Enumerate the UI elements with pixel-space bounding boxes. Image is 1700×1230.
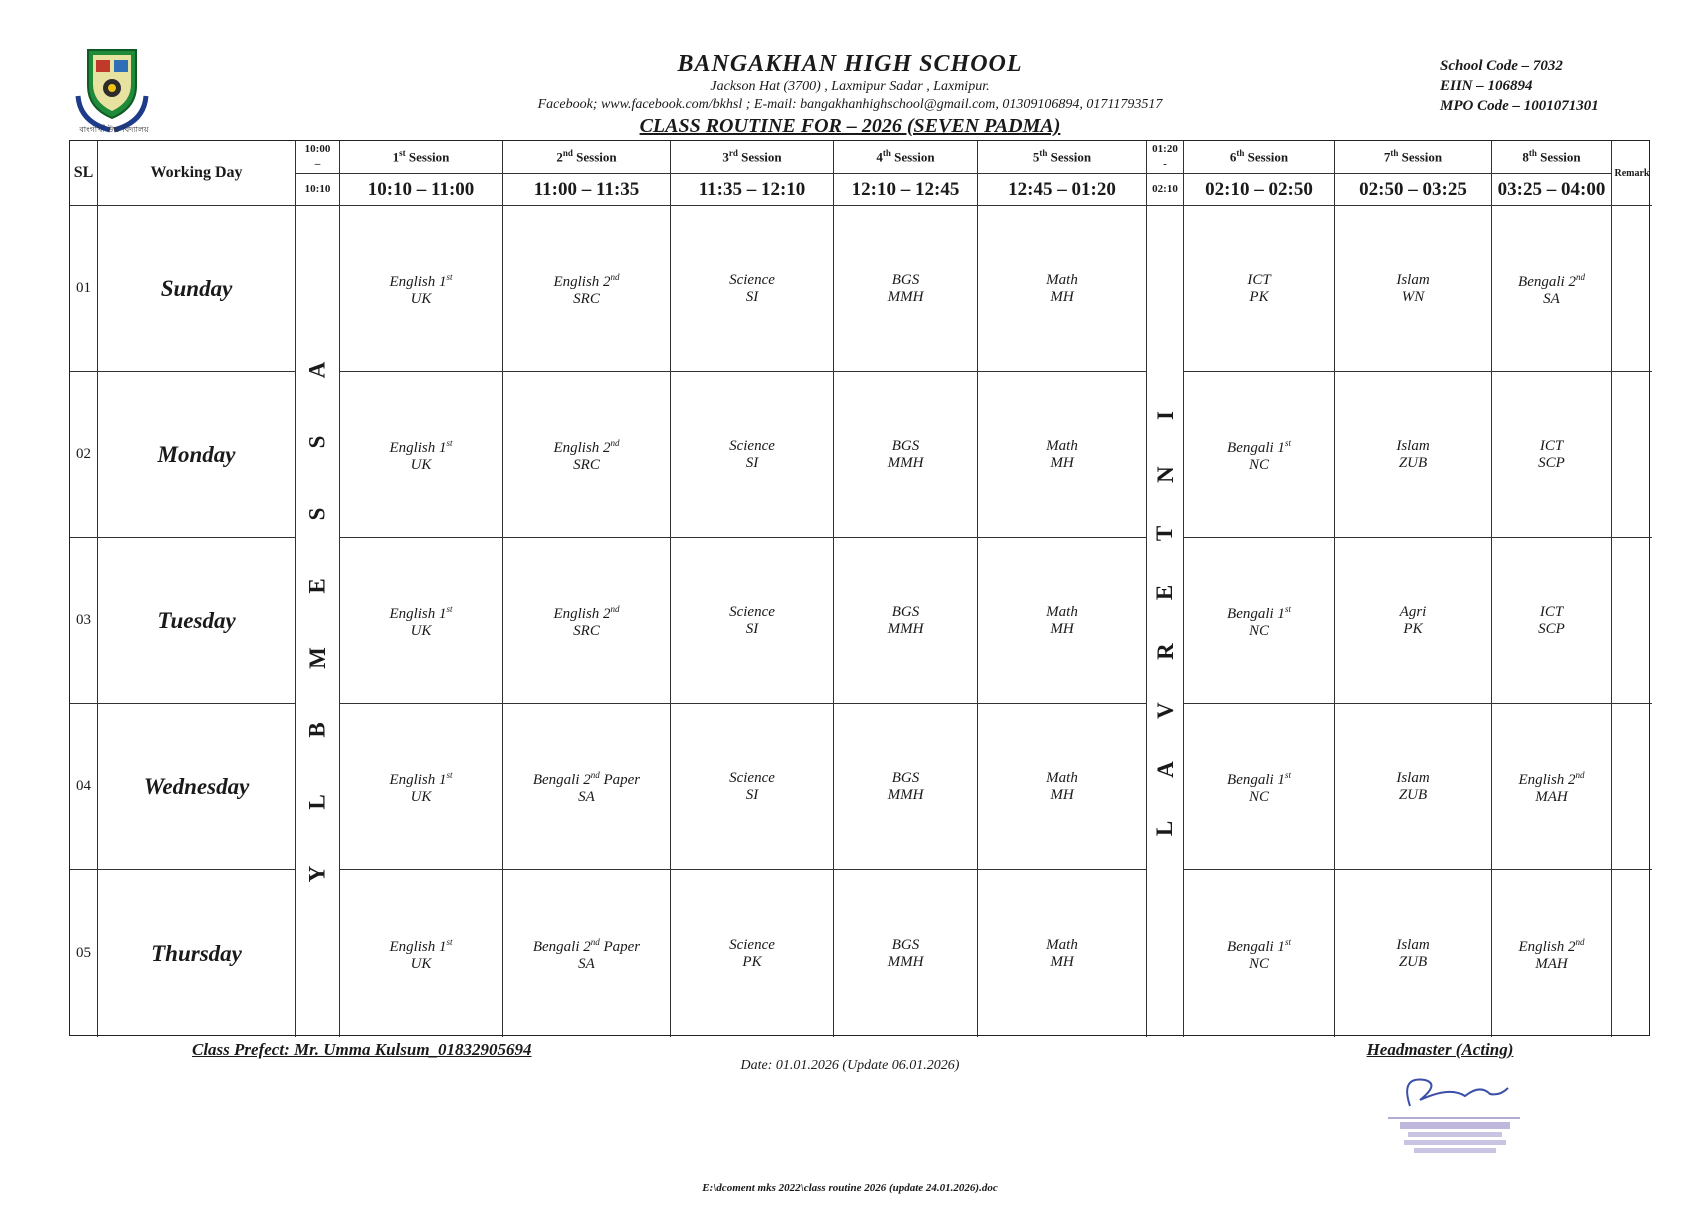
session-number: 3 — [722, 149, 729, 165]
period-subject — [892, 604, 920, 621]
subject-name: Bengali 2 — [532, 772, 591, 788]
period-cell — [1184, 870, 1335, 1037]
period-subject — [1227, 767, 1291, 789]
row-serial: 03 — [70, 538, 98, 704]
remark-cell — [1612, 704, 1652, 870]
session-suffix: th — [882, 148, 891, 159]
school-code: School Code – 7032 — [1440, 58, 1563, 74]
session-word: Session — [1401, 149, 1443, 165]
period-teacher: UK — [410, 291, 432, 307]
subject-sup: nd — [610, 604, 620, 614]
period-cell — [978, 372, 1147, 538]
period-teacher: ZUB — [1398, 953, 1428, 970]
mpo-code: MPO Code – 1001071301 — [1440, 98, 1599, 114]
subject-sup: st — [1284, 604, 1291, 614]
session-word: Session — [408, 149, 450, 165]
headmaster-title: Headmaster (Acting) — [1366, 1040, 1514, 1059]
subject-name: BGS — [891, 936, 920, 953]
period-subject — [1396, 272, 1429, 289]
session-word: Session — [576, 149, 617, 165]
period-cell — [1184, 704, 1335, 870]
subject-tail: Paper — [599, 772, 641, 788]
assembly-letter: L — [304, 793, 330, 810]
period-cell — [978, 870, 1147, 1037]
subject-name: Math — [1046, 437, 1078, 454]
period-teacher: MMH — [887, 620, 924, 637]
school-contact: Facebook; www.facebook.com/bkhsl ; E-mail: bangakhanhighschool@gmail.com, 01309106894, 01711793517 — [537, 97, 1163, 112]
subject-name: English 1 — [389, 939, 447, 955]
subject-name: ICT — [1539, 603, 1564, 620]
period-subject — [389, 767, 452, 789]
period-teacher: MH — [1050, 953, 1074, 970]
period-subject — [1400, 604, 1427, 621]
subject-sup: st — [446, 272, 453, 282]
break-sep: - — [1163, 158, 1167, 170]
period-cell — [503, 538, 671, 704]
period-subject — [389, 601, 452, 623]
period-teacher: MH — [1050, 288, 1074, 305]
routine-table — [69, 140, 1650, 1036]
session-word: Session — [741, 149, 782, 165]
period-teacher: SI — [745, 786, 759, 803]
period-cell — [978, 206, 1147, 372]
period-cell — [671, 538, 834, 704]
period-teacher: NC — [1248, 623, 1269, 639]
session-time-3: 11:35 – 12:10 — [671, 174, 834, 206]
subject-name: Science — [729, 936, 775, 953]
assembly-letter: S — [304, 507, 330, 520]
period-cell — [1335, 704, 1492, 870]
period-subject — [1396, 770, 1429, 787]
subject-name: ICT — [1539, 437, 1564, 454]
period-subject — [389, 269, 452, 291]
subject-sup: nd — [1575, 937, 1585, 947]
assembly-end: 10:10 — [296, 174, 340, 206]
subject-name: English 1 — [389, 274, 447, 290]
routine-date: Date: 01.01.2026 (Update 06.01.2026) — [740, 1058, 960, 1073]
period-cell — [503, 704, 671, 870]
period-teacher: MH — [1050, 454, 1074, 471]
period-cell — [1184, 538, 1335, 704]
assembly-letter: Y — [304, 865, 330, 882]
period-subject — [1227, 435, 1291, 457]
period-teacher: WN — [1401, 288, 1425, 305]
period-subject — [533, 767, 640, 789]
period-cell — [1335, 870, 1492, 1037]
session-number: 7 — [1383, 149, 1391, 165]
period-cell — [671, 704, 834, 870]
session-suffix: th — [1390, 148, 1399, 159]
period-teacher: SRC — [573, 457, 600, 473]
period-teacher: SA — [578, 956, 595, 972]
assembly-letter: S — [304, 435, 330, 448]
session-header-8 — [1492, 141, 1612, 174]
subject-name: Bengali 1 — [1227, 606, 1285, 622]
period-cell — [978, 538, 1147, 704]
period-subject — [1518, 767, 1584, 789]
row-serial: 02 — [70, 372, 98, 538]
session-time-2: 11:00 – 11:35 — [503, 174, 671, 206]
session-label-4 — [876, 148, 934, 165]
row-day: Monday — [98, 372, 296, 538]
subject-name: BGS — [891, 271, 920, 288]
period-teacher: MMH — [887, 786, 924, 803]
subject-sup: nd — [1575, 770, 1585, 780]
period-subject — [553, 601, 619, 623]
subject-name: Islam — [1396, 271, 1430, 288]
period-subject — [533, 934, 640, 956]
session-label-8 — [1522, 148, 1580, 165]
period-cell — [1492, 206, 1612, 372]
period-teacher: MMH — [887, 288, 924, 305]
subject-sup: nd — [590, 770, 600, 780]
subject-name: Math — [1046, 603, 1078, 620]
assembly-time-start — [296, 141, 340, 174]
subject-name: English 1 — [389, 606, 447, 622]
row-day: Tuesday — [98, 538, 296, 704]
period-cell — [340, 538, 503, 704]
subject-name: English 1 — [389, 440, 447, 456]
session-label-2 — [556, 148, 616, 165]
subject-name: English 2 — [553, 274, 611, 290]
school-codes — [1440, 56, 1599, 116]
school-name: BANGAKHAN HIGH SCHOOL — [677, 51, 1023, 77]
subject-name: Bengali 2 — [532, 939, 591, 955]
subject-sup: st — [1284, 937, 1291, 947]
assembly-letter: B — [304, 721, 330, 738]
subject-name: Math — [1046, 769, 1078, 786]
session-number: 2 — [556, 149, 563, 165]
subject-name: Math — [1046, 936, 1078, 953]
period-subject — [729, 604, 775, 621]
period-subject — [1396, 438, 1429, 455]
interval-letter: T — [1152, 525, 1178, 541]
interval-letter: E — [1152, 584, 1178, 600]
subject-sup: nd — [590, 937, 600, 947]
subject-name: English 2 — [553, 440, 611, 456]
period-subject — [1518, 269, 1585, 291]
interval-letter: R — [1152, 642, 1178, 660]
period-teacher: NC — [1248, 789, 1269, 805]
session-label-6 — [1230, 148, 1288, 165]
period-cell — [1335, 206, 1492, 372]
document-header — [400, 50, 1300, 138]
session-suffix: th — [1236, 148, 1245, 159]
session-suffix: th — [1528, 148, 1537, 159]
period-subject — [553, 435, 619, 457]
period-cell — [1335, 538, 1492, 704]
session-number: 8 — [1522, 149, 1529, 165]
row-day: Sunday — [98, 206, 296, 372]
session-word: Session — [894, 149, 935, 165]
period-subject — [1046, 272, 1078, 289]
break-start: 01:20 — [1152, 143, 1178, 155]
subject-name: Islam — [1396, 437, 1430, 454]
period-cell — [340, 870, 503, 1037]
period-subject — [1046, 438, 1078, 455]
period-cell — [834, 206, 978, 372]
session-suffix: nd — [562, 148, 573, 159]
period-subject — [892, 438, 920, 455]
period-cell — [1335, 372, 1492, 538]
headmaster-signature-stamp — [1380, 1066, 1530, 1158]
subject-name: Bengali 2 — [1518, 274, 1576, 290]
period-teacher: SCP — [1538, 620, 1565, 637]
session-word: Session — [1540, 149, 1581, 165]
row-serial: 05 — [70, 870, 98, 1037]
period-teacher: UK — [410, 457, 432, 473]
subject-name: English 2 — [1518, 939, 1576, 955]
subject-name: Math — [1046, 271, 1078, 288]
working-day-header: Working Day — [98, 141, 296, 206]
class-prefect: Class Prefect: Mr. Umma Kulsum_01832905694 — [192, 1040, 532, 1059]
period-subject — [1227, 934, 1291, 956]
subject-name: BGS — [891, 437, 920, 454]
period-cell — [834, 372, 978, 538]
file-path: E:\dcoment mks 2022\class routine 2026 (update 24.01.2026).doc — [702, 1182, 998, 1194]
interval-letter: I — [1152, 410, 1178, 420]
period-cell — [671, 870, 834, 1037]
period-teacher: MMH — [887, 454, 924, 471]
period-cell — [978, 704, 1147, 870]
session-header-7 — [1335, 141, 1492, 174]
session-number: 6 — [1229, 149, 1237, 165]
subject-sup: st — [446, 604, 453, 614]
period-subject — [1396, 937, 1429, 954]
session-time-7: 02:50 – 03:25 — [1335, 174, 1492, 206]
period-cell — [1184, 372, 1335, 538]
period-cell — [340, 206, 503, 372]
period-teacher: SRC — [573, 291, 600, 307]
period-cell — [1492, 538, 1612, 704]
subject-sup: nd — [1575, 272, 1585, 282]
period-subject — [1247, 272, 1270, 289]
period-subject — [892, 937, 920, 954]
subject-name: BGS — [891, 769, 920, 786]
subject-name: Science — [729, 437, 775, 454]
subject-name: Islam — [1396, 936, 1430, 953]
session-number: 4 — [876, 149, 883, 165]
period-teacher: PK — [1249, 288, 1269, 305]
subject-name: Bengali 1 — [1227, 772, 1285, 788]
interval-column — [1147, 206, 1184, 1037]
period-teacher: NC — [1248, 956, 1269, 972]
subject-sup: st — [446, 438, 453, 448]
period-teacher: SI — [745, 288, 759, 305]
period-cell — [503, 870, 671, 1037]
period-subject — [1227, 601, 1291, 623]
subject-name: Islam — [1396, 769, 1430, 786]
period-cell — [1492, 870, 1612, 1037]
period-cell — [503, 372, 671, 538]
session-time-6: 02:10 – 02:50 — [1184, 174, 1335, 206]
period-subject — [1046, 937, 1078, 954]
period-teacher: SA — [578, 789, 595, 805]
period-teacher: UK — [410, 623, 432, 639]
session-suffix: th — [1039, 148, 1048, 159]
subject-sup: nd — [610, 438, 620, 448]
period-teacher: MAH — [1535, 789, 1568, 805]
period-teacher: SRC — [573, 623, 600, 639]
subject-sup: st — [1284, 438, 1291, 448]
period-teacher: NC — [1248, 457, 1269, 473]
session-time-8: 03:25 – 04:00 — [1492, 174, 1612, 206]
subject-name: Agri — [1399, 603, 1427, 620]
period-cell — [834, 870, 978, 1037]
subject-tail: Paper — [599, 939, 641, 955]
period-teacher: PK — [742, 953, 762, 970]
period-teacher: SCP — [1538, 454, 1565, 471]
session-header-6 — [1184, 141, 1335, 174]
remark-cell — [1612, 538, 1652, 704]
row-serial: 01 — [70, 206, 98, 372]
period-teacher: UK — [410, 789, 432, 805]
subject-name: Bengali 1 — [1227, 440, 1285, 456]
assembly-letter: E — [304, 577, 330, 594]
subject-name: Science — [729, 603, 775, 620]
logo-caption: বাংগাখাঁ উচ্চ বিদ্যালয় — [79, 125, 149, 134]
session-header-4 — [834, 141, 978, 174]
period-cell — [671, 206, 834, 372]
session-header-2 — [503, 141, 671, 174]
period-subject — [892, 272, 920, 289]
period-subject — [553, 269, 619, 291]
session-number: 5 — [1032, 149, 1040, 165]
break-end: 02:10 — [1147, 174, 1184, 206]
period-teacher: ZUB — [1398, 786, 1428, 803]
remark-header: Remark — [1612, 141, 1652, 206]
session-label-1 — [393, 148, 450, 165]
row-serial: 04 — [70, 704, 98, 870]
period-subject — [1046, 770, 1078, 787]
subject-name: Science — [729, 769, 775, 786]
session-word: Session — [1247, 149, 1289, 165]
period-cell — [834, 538, 978, 704]
period-subject — [1540, 438, 1563, 455]
interval-letter: V — [1152, 701, 1178, 719]
period-teacher: PK — [1403, 620, 1423, 637]
period-subject — [729, 770, 775, 787]
period-subject — [1518, 934, 1584, 956]
period-cell — [1492, 704, 1612, 870]
period-subject — [729, 438, 775, 455]
subject-name: Bengali 1 — [1227, 939, 1285, 955]
subject-sup: st — [446, 937, 453, 947]
sl-header: SL — [70, 141, 98, 206]
assembly-column — [296, 206, 340, 1037]
session-label-3 — [722, 148, 781, 165]
session-header-1 — [340, 141, 503, 174]
subject-name: BGS — [891, 603, 920, 620]
row-day: Thursday — [98, 870, 296, 1037]
session-time-4: 12:10 – 12:45 — [834, 174, 978, 206]
break-time-start — [1147, 141, 1184, 174]
interval-letter: A — [1152, 760, 1178, 778]
assembly-sep: – — [314, 158, 321, 170]
period-teacher: SI — [745, 620, 759, 637]
period-cell — [1492, 372, 1612, 538]
period-teacher: MAH — [1535, 956, 1568, 972]
period-cell — [671, 372, 834, 538]
subject-name: English 2 — [1518, 772, 1576, 788]
eiin-code: EIIN – 106894 — [1440, 78, 1533, 94]
period-subject — [1046, 604, 1078, 621]
subject-name: Science — [729, 271, 775, 288]
session-suffix: st — [399, 148, 406, 159]
period-cell — [1184, 206, 1335, 372]
subject-name: ICT — [1247, 271, 1271, 288]
session-header-3 — [671, 141, 834, 174]
period-subject — [729, 937, 775, 954]
assembly-start: 10:00 — [304, 143, 331, 155]
period-subject — [389, 435, 452, 457]
period-subject — [389, 934, 452, 956]
period-subject — [892, 770, 920, 787]
session-word: Session — [1050, 149, 1092, 165]
period-teacher: SA — [1543, 291, 1560, 307]
routine-title: CLASS ROUTINE FOR – 2026 (SEVEN PADMA) — [639, 115, 1061, 137]
assembly-letter: A — [304, 361, 330, 378]
subject-name: English 1 — [389, 772, 447, 788]
school-address: Jackson Hat (3700) , Laxmipur Sadar , Laxmipur. — [710, 79, 990, 94]
session-header-5 — [978, 141, 1147, 174]
period-teacher: ZUB — [1398, 454, 1428, 471]
period-subject — [1540, 604, 1563, 621]
period-teacher: SI — [745, 454, 759, 471]
session-time-1: 10:10 – 11:00 — [340, 174, 503, 206]
remark-cell — [1612, 870, 1652, 1037]
row-day: Wednesday — [98, 704, 296, 870]
subject-sup: nd — [610, 272, 620, 282]
subject-sup: st — [1284, 770, 1291, 780]
session-suffix: rd — [728, 148, 738, 159]
session-time-5: 12:45 – 01:20 — [978, 174, 1147, 206]
subject-sup: st — [446, 770, 453, 780]
period-cell — [503, 206, 671, 372]
interval-letter: L — [1152, 820, 1178, 836]
subject-name: English 2 — [553, 606, 611, 622]
period-subject — [729, 272, 775, 289]
remark-cell — [1612, 372, 1652, 538]
assembly-letter: M — [304, 646, 330, 669]
period-teacher: UK — [410, 956, 432, 972]
period-cell — [340, 704, 503, 870]
session-label-5 — [1033, 148, 1091, 165]
remark-cell — [1612, 206, 1652, 372]
interval-letter: N — [1152, 465, 1178, 483]
period-teacher: MH — [1050, 620, 1074, 637]
period-teacher: MH — [1050, 786, 1074, 803]
period-cell — [834, 704, 978, 870]
period-cell — [340, 372, 503, 538]
period-teacher: MMH — [887, 953, 924, 970]
session-number: 1 — [392, 149, 400, 165]
session-label-7 — [1384, 148, 1442, 165]
